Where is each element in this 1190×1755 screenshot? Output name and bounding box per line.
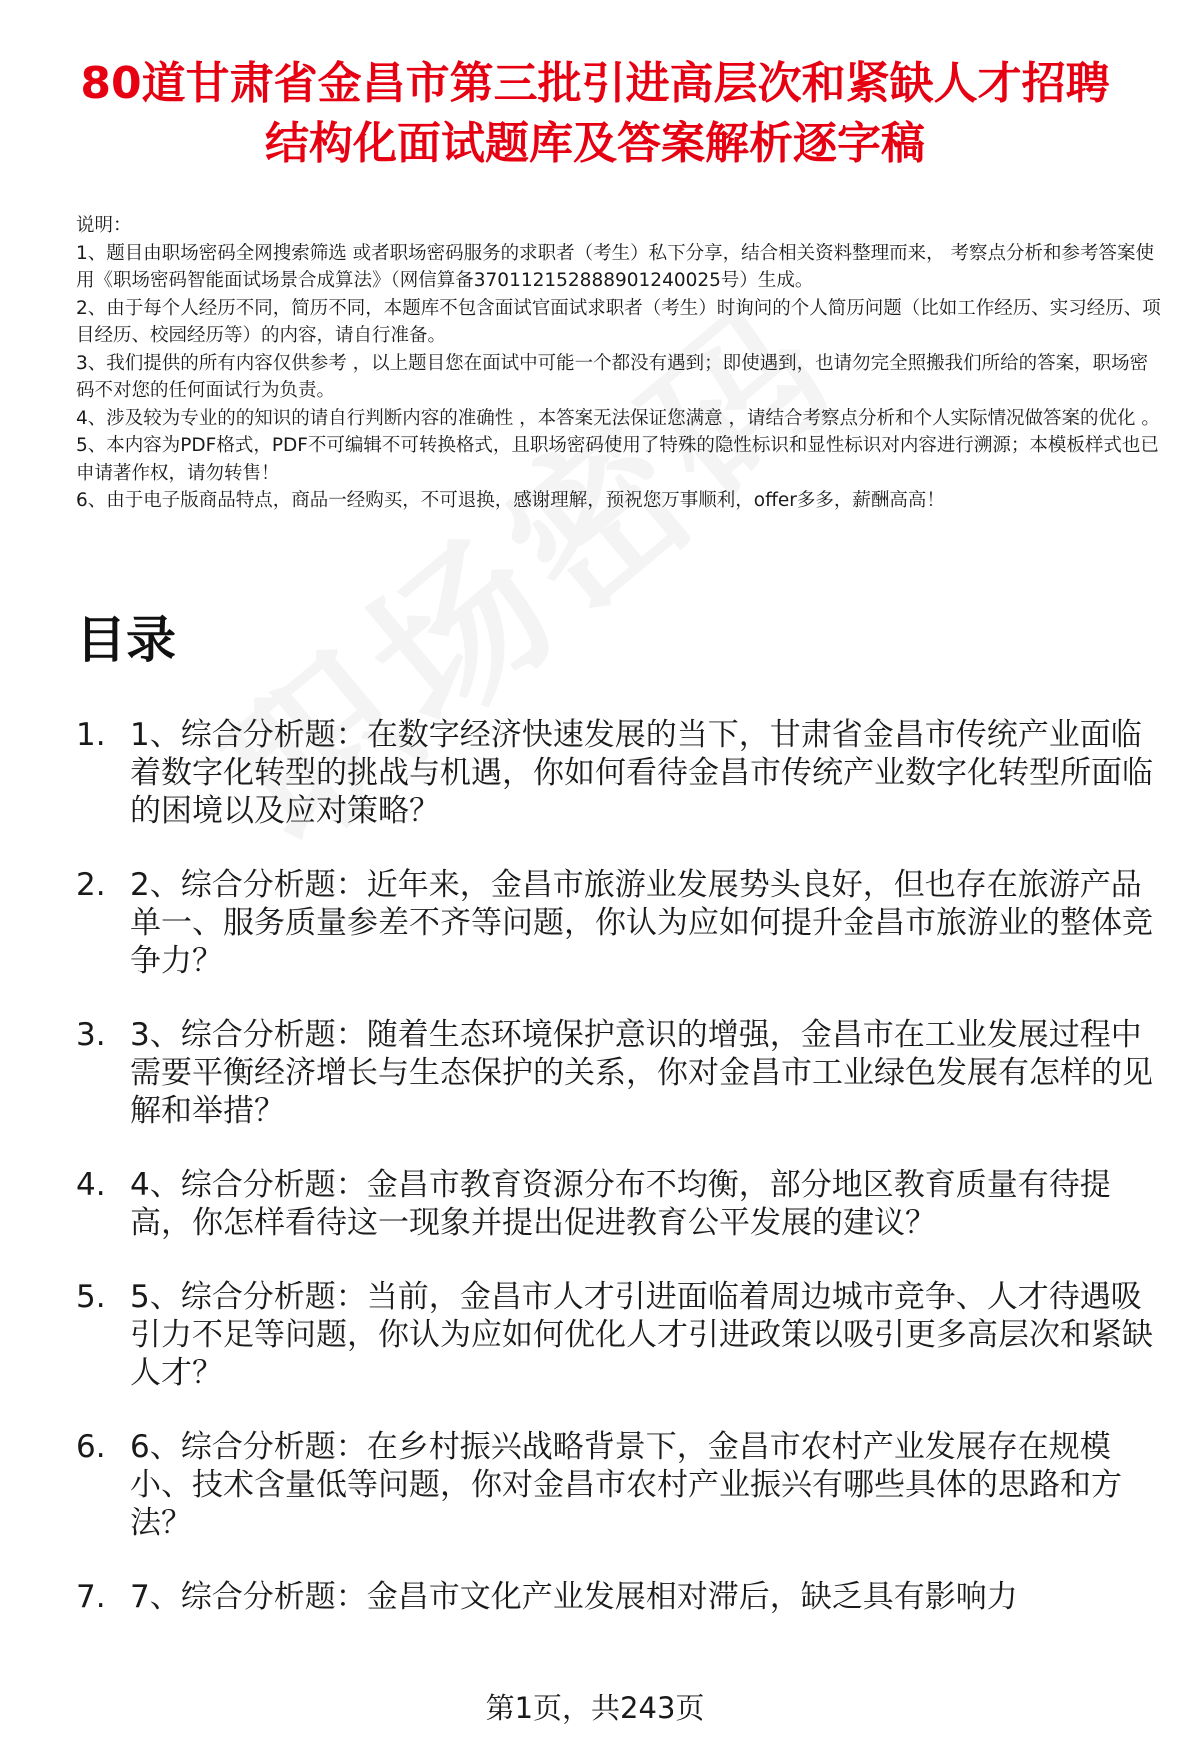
notes-section: [76, 212, 1166, 515]
toc-item-text: 4、综合分析题：金昌市教育资源分布不均衡，部分地区教育质量有待提高，你怎样看待这一现象并提出促进教育公平发展的建议？: [130, 1167, 1111, 1241]
toc-list: [76, 716, 1170, 1652]
note-item-6: 6、由于电子版商品特点，商品一经购买，不可退换，感谢理解，预祝您万事顺利，offer多多，薪酬高高！: [76, 490, 945, 511]
toc-item-number: 3.: [76, 1017, 106, 1053]
toc-item-text: 6、综合分析题：在乡村振兴战略背景下，金昌市农村产业发展存在规模小、技术含量低等问题，你对金昌市农村产业振兴有哪些具体的思路和方法？: [130, 1429, 1122, 1541]
toc-item-7[interactable]: [76, 1578, 1170, 1616]
notes-heading: 说明：: [76, 215, 132, 236]
toc-item-number: 2.: [76, 867, 106, 903]
toc-item-text: 2、综合分析题：近年来，金昌市旅游业发展势头良好，但也存在旅游产品单一、服务质量参差不齐等问题，你认为应如何提升金昌市旅游业的整体竞争力？: [130, 867, 1153, 979]
toc-item-text: 3、综合分析题：随着生态环境保护意识的增强，金昌市在工业发展过程中需要平衡经济增长与生态保护的关系，你对金昌市工业绿色发展有怎样的见解和举措？: [130, 1017, 1153, 1129]
toc-item-2[interactable]: [76, 866, 1170, 980]
note-item-2: 2、由于每个人经历不同，简历不同，本题库不包含面试官面试求职者（考生）时询问的个人简历问题（比如工作经历、实习经历、项目经历、校园经历等）的内容，请自行准备。: [76, 297, 1161, 346]
note-item-4: 4、涉及较为专业的的知识的请自行判断内容的准确性 ，本答案无法保证您满意 ，请结合考察点分析和个人实际情况做答案的优化 。: [76, 407, 1160, 429]
note-item-3: 3、我们提供的所有内容仅供参考 ，以上题目您在面试中可能一个都没有遇到；即使遇到，也请勿完全照搬我们所给的答案，职场密码不对您的任何面试行为负责。: [76, 352, 1149, 401]
note-item-1: 1、题目由职场密码全网搜索筛选 或者职场密码服务的求职者（考生）私下分享，结合相关资料整理而来， 考察点分析和参考答案使用《职场密码智能面试场景合成算法》（网信算备370112152888901240025号）生成。: [76, 242, 1155, 291]
toc-item-number: 1.: [76, 717, 106, 753]
toc-item-text: 7、综合分析题：金昌市文化产业发展相对滞后，缺乏具有影响力: [130, 1579, 1018, 1615]
toc-item-number: 5.: [76, 1279, 106, 1315]
toc-item-6[interactable]: [76, 1428, 1170, 1542]
toc-item-number: 6.: [76, 1429, 106, 1465]
note-item-5: 5、本内容为PDF格式，PDF不可编辑不可转换格式，且职场密码使用了特殊的隐性标识和显性标识对内容进行溯源；本模板样式也已申请著作权，请勿转售！: [76, 435, 1159, 484]
toc-item-4[interactable]: [76, 1166, 1170, 1242]
document-title: 80道甘肃省金昌市第三批引进高层次和紧缺人才招聘结构化面试题库及答案解析逐字稿: [80, 58, 1110, 169]
toc-item-number: 7.: [76, 1579, 106, 1615]
toc-item-text: 1、综合分析题：在数字经济快速发展的当下，甘肃省金昌市传统产业面临着数字化转型的挑战与机遇，你如何看待金昌市传统产业数字化转型所面临的困境以及应对策略？: [130, 717, 1153, 829]
toc-item-1[interactable]: [76, 716, 1170, 830]
toc-item-5[interactable]: [76, 1278, 1170, 1392]
page-footer: 第1页，共243页: [485, 1691, 705, 1725]
toc-item-text: 5、综合分析题：当前，金昌市人才引进面临着周边城市竞争、人才待遇吸引力不足等问题，你认为应如何优化人才引进政策以吸引更多高层次和紧缺人才？: [130, 1279, 1153, 1391]
toc-title: 目录: [76, 611, 176, 669]
toc-item-number: 4.: [76, 1167, 106, 1203]
toc-item-3[interactable]: [76, 1016, 1170, 1130]
